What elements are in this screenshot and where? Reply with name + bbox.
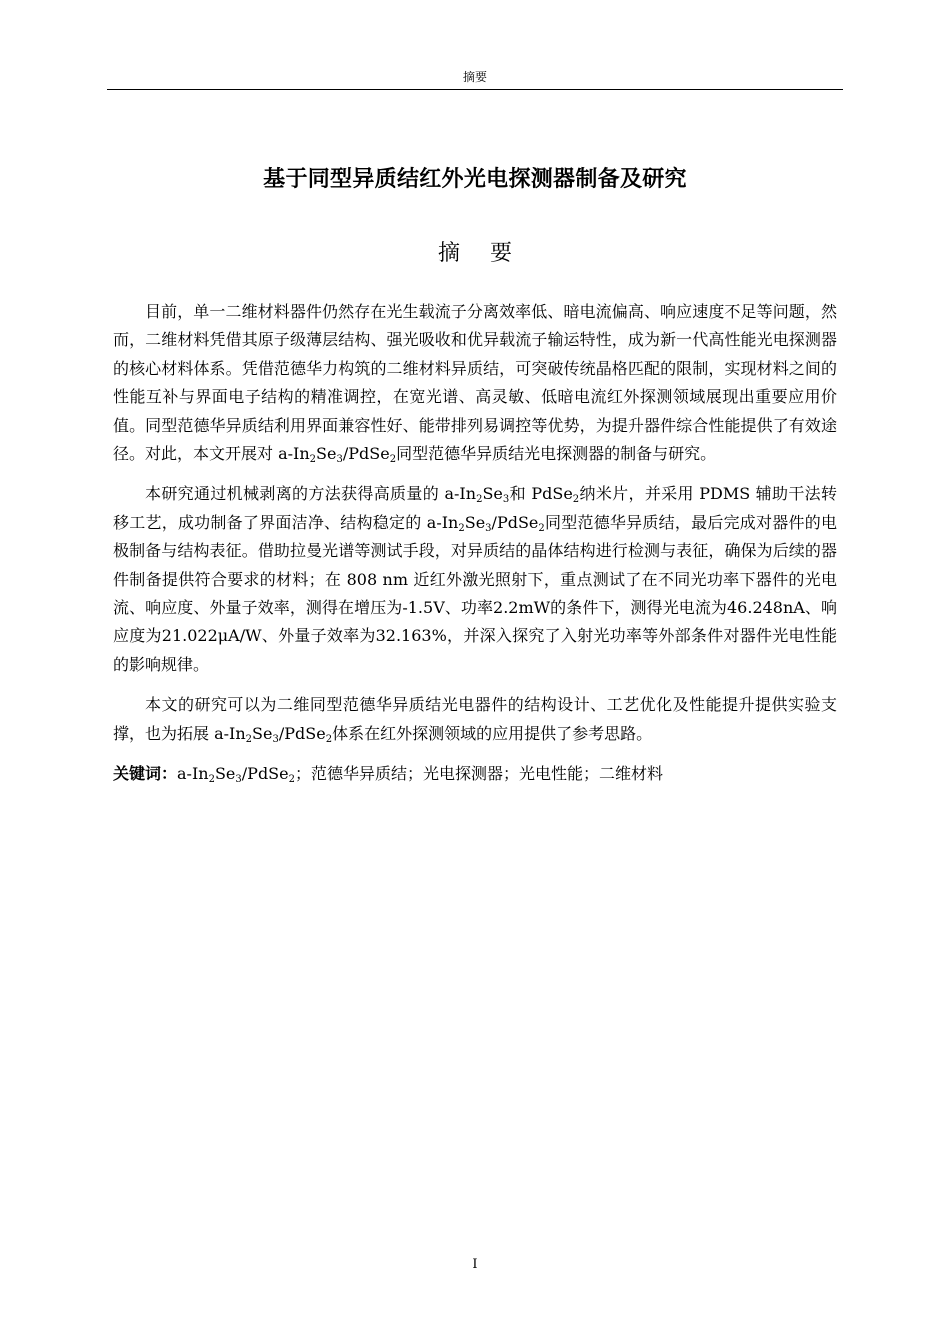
header-divider bbox=[107, 89, 843, 90]
page-number: I bbox=[472, 1257, 478, 1272]
thesis-title: 基于同型异质结红外光电探测器制备及研究 bbox=[263, 167, 687, 192]
keywords-line bbox=[113, 760, 837, 788]
running-header: 摘要 bbox=[462, 70, 487, 84]
abstract-paragraph-2: 本研究通过机械剥离的方法获得高质量的 $a-In_2Se_3$和 PdSe$_2$纳米片，并采用 PDMS 辅助干法转移工艺，成功制备了界面洁净、结构稳定的 $a-In_2Se_3/PdSe_2$同型范德华异质结，最后完成对器件的电极制备与结构表征。借助拉曼光谱等测试手段，对异质结的晶体结构进行检测与表征，确保为后续的器件制备提供符合要求的材料；在 808 nm 近红外激光照射下，重点测试了在不同光功率下器件的光电流、响应度、外量子效率，测得在增压为-1.5V、功率2.2mW的条件下，测得光电流为46.248nA、响应度为21.022μA/W、外量子效率为32.163%，并深入探究了入射光功率等外部条件对器件光电性能的影响规律。 bbox=[113, 484, 837, 674]
abstract-body bbox=[113, 298, 837, 789]
keywords-list: $a-In_2Se_3/PdSe_2$；范德华异质结；光电探测器；光电性能；二维材料 bbox=[177, 764, 663, 786]
abstract-heading: 摘要 bbox=[437, 241, 542, 266]
abstract-paragraph-1: 目前，单一二维材料器件仍然存在光生载流子分离效率低、暗电流偏高、响应速度不足等问题，然而，二维材料凭借其原子级薄层结构、强光吸收和优异载流子输运特性，成为新一代高性能光电探测器的核心材料体系。凭借范德华力构筑的二维材料异质结，可突破传统晶格匹配的限制，实现材料之间的性能互补与界面电子结构的精准调控，在宽光谱、高灵敏、低暗电流红外探测领域展现出重要应用价值。同型范德华异质结利用界面兼容性好、能带排列易调控等优势，为提升器件综合性能提供了有效途径。对此，本文开展对 $a-In_2Se_3/PdSe_2$同型范德华异质结光电探测器的制备与研究。 bbox=[113, 302, 837, 466]
keywords-label: 关键词： bbox=[113, 764, 178, 784]
abstract-paragraph-3: 本文的研究可以为二维同型范德华异质结光电器件的结构设计、工艺优化及性能提升提供实验支撑，也为拓展 $a-In_2Se_3/PdSe_2$体系在红外探测领域的应用提供了参考思路。 bbox=[113, 695, 837, 745]
